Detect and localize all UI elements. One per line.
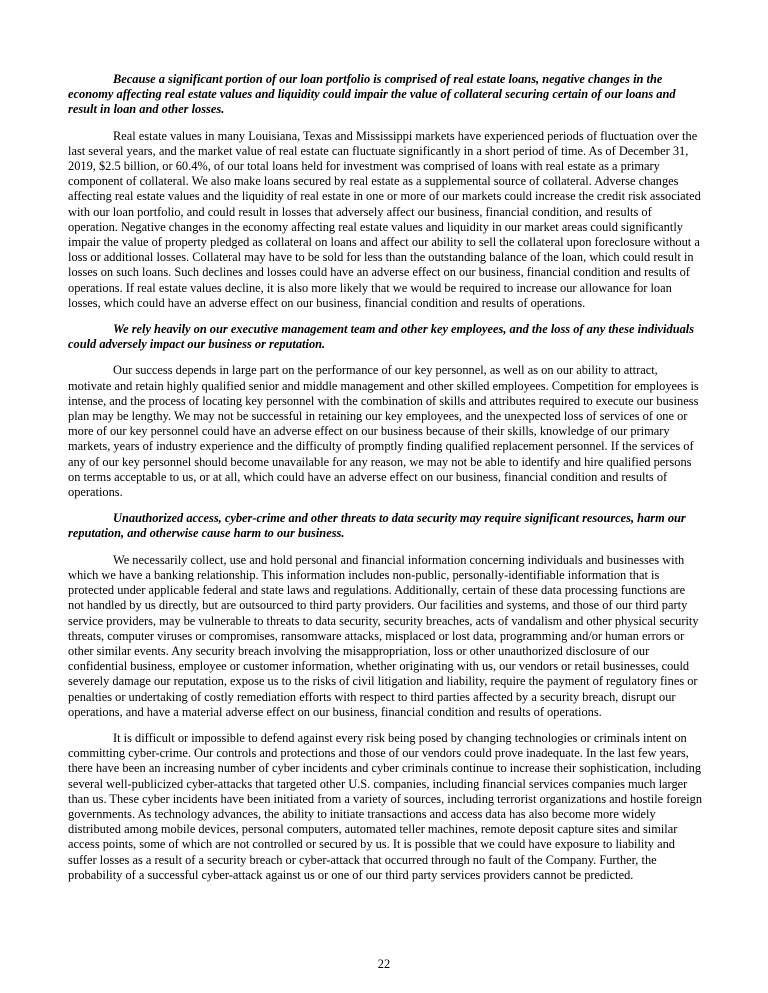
paragraph-real-estate-values: Real estate values in many Louisiana, Texas and Mississippi markets have experienced periods of fluctuation over the last several years, and the market value of real estate can fluctuate significantly in a short period of time. As of December 31, 2019, $2.5 billion, or 60.4%, of our total loans held for investment was comprised of loans with real estate as a primary component of collateral. We also make loans secured by real estate as a supplemental source of collateral. Adverse changes affecting real estate values and the liquidity of real estate in one or more of our markets could increase the credit risk associated with our loan portfolio, and could result in losses that adversely affect our business, financial condition, and results of operation. Negative changes in the economy affecting real estate values and liquidity in our market areas could significantly impair the value of property pledged as collateral on loans and affect our ability to sell the collateral upon foreclosure without a loss or additional losses. Collateral may have to be sold for less than the outstanding balance of the loan, which could result in losses on such loans. Such declines and losses could have an adverse effect on our business, financial condition and results of operations. If real estate values decline, it is also more likely that we would be required to increase our allowance for loan losses, which could have an adverse effect on our business, financial condition and results of operations. [68, 128, 701, 310]
page-number: 22 [377, 956, 391, 971]
risk-heading-cyber-security: Unauthorized access, cyber-crime and other threats to data security may require significant resources, harm our reputation, and otherwise cause harm to our business. [68, 511, 686, 541]
paragraph-cyber-crime-defense: It is difficult or impossible to defend against every risk being posed by changing technologies or criminals intent on committing cyber-crime. Our controls and protections and those of our vendors could prove inadequate. In the last few years, there have been an increasing number of cyber incidents and cyber criminals continue to increase their sophistication, including several well-publicized cyber-attacks that targeted other U.S. companies, including financial services companies much larger than us. These cyber incidents have been initiated from a variety of sources, including terrorist organizations and hostile foreign governments. As technology advances, the ability to initiate transactions and access data has also become more widely distributed among mobile devices, personal computers, automated teller machines, remote deposit capture sites and similar access points, some of which are not controlled or secured by us. It is possible that we could have exposure to liability and suffer losses as a result of a security breach or cyber-attack that occurred through no fault of the Company. Further, the probability of a successful cyber-attack against us or one of our third party services providers cannot be predicted. [68, 730, 703, 882]
paragraph-key-personnel: Our success depends in large part on the performance of our key personnel, as well as on our ability to attract, motivate and retain highly qualified senior and middle management and other skilled employees. Competition for employees is intense, and the process of locating key personnel with the combination of skills and attributes required to execute our business plan may be lengthy. We may not be successful in retaining our key employees, and the unexpected loss of services of one or more of our key personnel could have an adverse effect on our business because of their skills, knowledge of our primary markets, years of industry experience and the difficulty of promptly finding qualified replacement personnel. If the services of any of our key personnel should become unavailable for any reason, we may not be able to identify and hire qualified persons on terms acceptable to us, or at all, which could have an adverse effect on our business, financial condition and results of operations. [68, 363, 699, 500]
paragraph-data-security: We necessarily collect, use and hold personal and financial information concerning individuals and businesses with which we have a banking relationship. This information includes non-public, personally-identifiable information that is protected under applicable federal and state laws and regulations. Additionally, certain of these data processing functions are not handled by us directly, but are outsourced to third party providers. Our facilities and systems, and those of our third party service providers, may be vulnerable to threats to data security, security breaches, acts of vandalism and other physical security threats, computer viruses or compromises, ransomware attacks, misplaced or lost data, programming and/or human errors or other similar events. Any security breach involving the misappropriation, loss or other unauthorized disclosure of our confidential business, employee or customer information, whether originating with us, our vendors or retail businesses, could severely damage our reputation, expose us to the risks of civil litigation and liability, require the payment of regulatory fines or penalties or undertaking of costly remediation efforts with respect to third parties affected by a security breach, disrupt our operations, and have a material adverse effect on our business, financial condition and results of operations. [68, 552, 699, 719]
risk-heading-key-employees: We rely heavily on our executive management team and other key employees, and the loss of any these individuals could adversely impact our business or reputation. [68, 322, 695, 352]
risk-heading-real-estate-loans: Because a significant portion of our loan portfolio is comprised of real estate loans, negative changes in the economy affecting real estate values and liquidity could impair the value of collateral securing certain of our loans and result in loan and other losses. [68, 72, 676, 117]
